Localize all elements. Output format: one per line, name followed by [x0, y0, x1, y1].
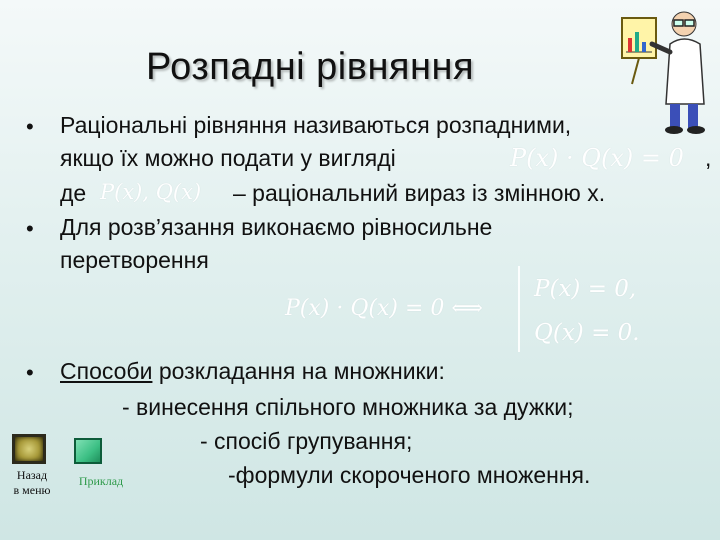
methods-word: Способи	[60, 358, 153, 384]
product-equation: P(x) · Q(x) = 0	[510, 144, 684, 172]
bullet-2-line-1: Для розв’язання виконаємо рівносильне	[60, 214, 493, 240]
equivalence-lhs: P(x) · Q(x) = 0 ⟺	[285, 296, 483, 321]
bullet-1-line-2: якщо їх можно подати у вигляді	[60, 145, 396, 171]
method-3: -формули скороченого множення.	[228, 462, 591, 488]
page-title: Розпадні рівняння	[146, 46, 475, 88]
back-label-line-2: в меню	[13, 483, 51, 497]
example-button[interactable]	[74, 438, 102, 464]
bullet-1-line-1: Раціональні рівняння називаються розпадними,	[60, 112, 572, 138]
bullet-2-line-2: перетворення	[60, 247, 209, 273]
bullet-icon: •	[26, 216, 34, 241]
system-equation-1: P(x) = 0,	[534, 276, 637, 302]
example-label[interactable]: Приклад	[78, 474, 124, 488]
scientist-illustration	[612, 4, 716, 144]
bullet-1-line-3-post: – раціональний вираз із змінною x.	[233, 180, 606, 206]
methods-rest: розкладання на множники:	[158, 358, 445, 384]
pq-expression: P(x), Q(x)	[100, 180, 202, 204]
method-1: - винесення спільного множника за дужки;	[122, 394, 574, 420]
system-brace	[518, 266, 524, 352]
back-to-menu-button[interactable]	[12, 434, 46, 464]
method-2: - спосіб групування;	[200, 428, 413, 454]
bullet-icon: •	[26, 360, 34, 385]
bullet-icon: •	[26, 114, 34, 139]
bullet-1-line-3-pre: де	[60, 180, 87, 206]
bullet-3-heading	[60, 358, 445, 385]
system-equation-2: Q(x) = 0.	[534, 320, 640, 346]
back-label-line-1: Назад	[16, 468, 48, 482]
back-to-menu-label[interactable]	[4, 468, 60, 498]
bullet-1-line-2-comma: ,	[705, 145, 712, 171]
